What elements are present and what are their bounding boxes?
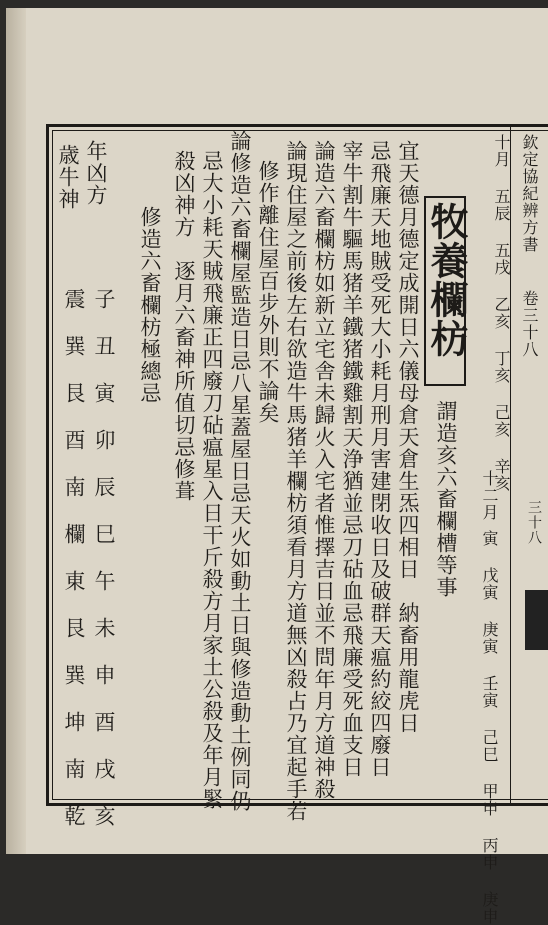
- direction-6: 東: [62, 570, 86, 592]
- direction-5: 欄: [62, 523, 86, 545]
- direction-9: 坤: [62, 711, 86, 733]
- direction-2: 艮: [62, 382, 86, 404]
- body-line-6: 修作離住屋百步外則不論矣: [256, 160, 280, 424]
- edge-mark: [525, 590, 548, 650]
- title-box: [424, 196, 469, 386]
- direction-3: 酉: [62, 429, 86, 451]
- branch-9: 酉: [92, 711, 116, 733]
- table-head-top: 年凶方: [84, 140, 108, 206]
- branch-2: 寅: [92, 382, 116, 404]
- branch-8: 申: [92, 664, 116, 686]
- direction-1: 巽: [62, 335, 86, 357]
- section-title: 牧養欄枋: [424, 202, 469, 358]
- body-line-1: 宜天德月德定成開日六儀母倉天倉生炁四相日 納畜用龍虎日: [396, 140, 420, 734]
- direction-7: 艮: [62, 617, 86, 639]
- section-subtitle: 謂造亥六畜欄槽等事: [434, 400, 458, 598]
- branch-3: 卯: [92, 429, 116, 451]
- direction-11: 乾: [62, 805, 86, 827]
- directions-column: [62, 288, 86, 827]
- edge-volume: 卷三十八: [520, 290, 539, 358]
- branch-5: 巳: [92, 523, 116, 545]
- month-line-right: 十月 五辰 五戌 乙亥 丁亥 己亥 辛亥: [492, 134, 511, 492]
- branch-11: 亥: [92, 805, 116, 827]
- edge-book-title: 欽定協紀辨方書: [520, 134, 539, 253]
- body-line-3: 宰牛割牛驅馬猪羊鐵猪鐵雞割天浄猶並忌刀砧血忌飛廉受死血支日: [340, 140, 364, 778]
- branch-7: 未: [92, 617, 116, 639]
- branch-4: 辰: [92, 476, 116, 498]
- body-line-10: 修造六畜欄枋極總忌: [138, 206, 162, 404]
- body-line-2: 忌飛廉天地賊受死大小耗月刑月害建閉收日及破群天瘟約絞四廢日: [368, 140, 392, 778]
- branch-10: 戌: [92, 758, 116, 780]
- direction-8: 巽: [62, 664, 86, 686]
- body-line-7: 論修造六畜欄屋監造日忌八星蓋屋日忌天火如動土日與修造動土例同仍: [228, 130, 252, 812]
- month-line-head: 十二月: [480, 470, 499, 521]
- body-line-4: 論造六畜欄枋如新立宅舎未歸火入宅者惟擇吉日並不問年月方道神殺: [312, 140, 336, 800]
- branches-column: [92, 288, 116, 827]
- body-line-5: 論現住屋之前後左右欲造牛馬猪羊欄枋須看月方道無凶殺占乃宜起手若: [284, 140, 308, 822]
- table-head-bottom: 歳牛神: [56, 144, 80, 210]
- body-line-9: 殺凶神方 逐月六畜神所值切忌修葺: [172, 150, 196, 502]
- direction-0: 震: [62, 288, 86, 310]
- edge-page-number: 三十八: [526, 500, 542, 545]
- body-line-8: 忌大小耗天賊飛廉正四廢刀砧瘟星入日干斤殺方月家土公殺及年月緊: [200, 150, 224, 810]
- book-spine: [6, 8, 26, 854]
- month-line-body: 寅 戊寅 庚寅 壬寅 己巳 甲申 丙申 庚申: [480, 530, 499, 925]
- direction-10: 南: [62, 758, 86, 780]
- direction-4: 南: [62, 476, 86, 498]
- branch-1: 丑: [92, 335, 116, 357]
- branch-6: 午: [92, 570, 116, 592]
- branch-0: 子: [92, 288, 116, 310]
